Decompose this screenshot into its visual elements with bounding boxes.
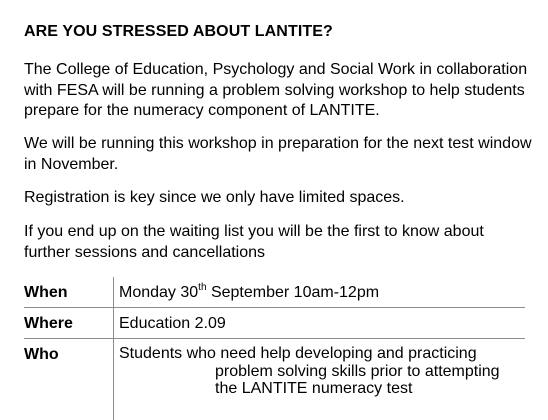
who-line-1: Students who need help developing and practicing — [119, 345, 477, 362]
table-row-where — [24, 308, 525, 338]
when-date-ordinal: th — [198, 281, 207, 293]
when-date-day: Monday 30 — [119, 284, 199, 301]
where-value: Education 2.09 — [119, 315, 226, 332]
test-window-paragraph: We will be running this workshop in preparation for the next test window in November. — [24, 135, 532, 173]
who-line-2: problem solving skills prior to attempting — [215, 362, 500, 380]
where-label: Where — [24, 315, 73, 332]
table-row-when — [24, 277, 525, 307]
registration-paragraph: Registration is key since we only have limited spaces. — [24, 189, 405, 206]
when-label: When — [24, 284, 68, 301]
who-line-3: the LANTITE numeracy test — [215, 380, 413, 397]
who-value — [119, 345, 519, 398]
waiting-list-paragraph: If you end up on the waiting list you will be the first to know about further sessions and cancellations — [24, 223, 484, 261]
table-row-who — [24, 339, 525, 420]
when-date-time: September 10am-12pm — [206, 284, 380, 301]
intro-paragraph: The College of Education, Psychology and Social Work in collaboration with FESA will be running a problem solving workshop to help students prepare for the numeracy component of LANTITE. — [24, 61, 528, 119]
who-label: Who — [24, 346, 59, 363]
when-value — [119, 281, 380, 302]
flyer-heading: ARE YOU STRESSED ABOUT LANTITE? — [24, 23, 333, 40]
details-table — [24, 277, 525, 420]
